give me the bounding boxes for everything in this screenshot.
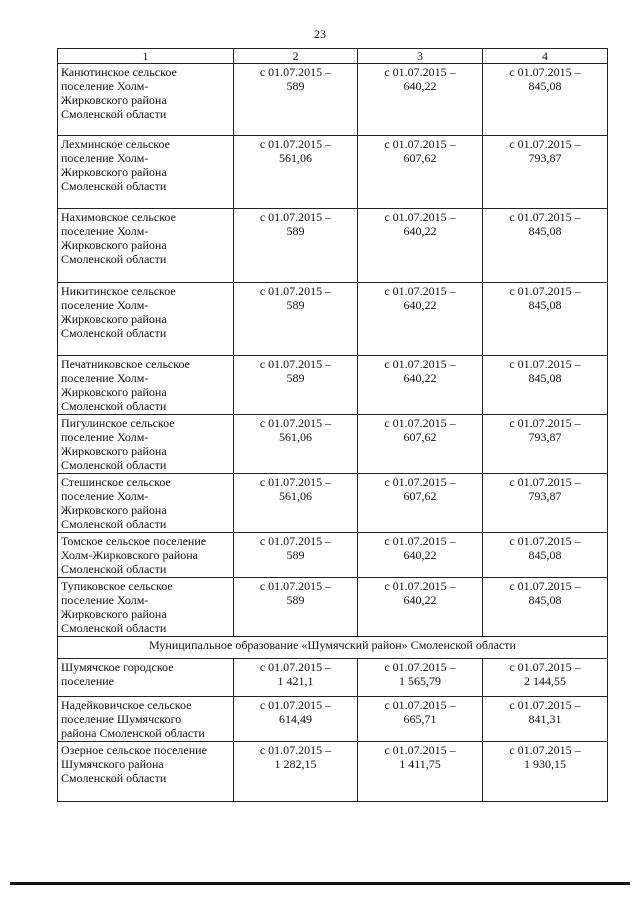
settlement-name-cell-line: Смоленской области bbox=[61, 517, 167, 531]
settlement-name-cell bbox=[58, 578, 234, 637]
settlement-name-cell-line: Жирковского района bbox=[61, 312, 167, 326]
settlement-name-cell-line: Смоленской области bbox=[61, 107, 167, 121]
tariff-cell-col3-line: с 01.07.2015 – bbox=[384, 534, 456, 548]
tariff-cell-col4-line: 1 930,15 bbox=[524, 757, 566, 771]
tariff-cell-col4 bbox=[483, 578, 608, 637]
tariff-cell-col3-line: с 01.07.2015 – bbox=[384, 137, 456, 151]
tariff-cell-col3-line: 607,62 bbox=[403, 430, 437, 444]
tariff-cell-col2-line: с 01.07.2015 – bbox=[259, 660, 332, 674]
settlement-name-cell-line: Жирковского района bbox=[61, 165, 167, 179]
settlement-name-cell-line: Стешинское сельское bbox=[61, 475, 171, 489]
table-row bbox=[58, 283, 608, 356]
tariff-cell-col3 bbox=[358, 64, 483, 136]
tariff-cell-col3 bbox=[358, 283, 483, 356]
tariff-cell-col2 bbox=[234, 697, 358, 742]
section-header-row bbox=[58, 637, 608, 659]
tariff-cell-col4-line: с 01.07.2015 – bbox=[509, 357, 581, 371]
bottom-rule bbox=[10, 882, 630, 885]
settlement-name-cell-line: Жирковского района bbox=[61, 238, 167, 252]
settlement-name-cell bbox=[58, 136, 234, 209]
settlement-name-cell-line: Жирковского района bbox=[61, 93, 167, 107]
tariff-cell-col3 bbox=[358, 578, 483, 637]
tariff-cell-col3-line: с 01.07.2015 – bbox=[384, 475, 456, 489]
tariff-cell-col4-line: 845,08 bbox=[528, 79, 562, 93]
table-row bbox=[58, 578, 608, 637]
settlement-name-cell bbox=[58, 64, 234, 136]
tariff-cell-col4 bbox=[483, 742, 608, 802]
settlement-name-cell-line: поселение Холм- bbox=[61, 151, 149, 165]
tariff-cell-col3-line: 640,22 bbox=[403, 371, 437, 385]
tariff-cell-col4-line: с 01.07.2015 – bbox=[509, 137, 581, 151]
tariff-cell-col3-line: с 01.07.2015 – bbox=[384, 579, 456, 593]
settlement-name-cell-line: Смоленской области bbox=[61, 458, 167, 472]
settlement-name-cell bbox=[58, 659, 234, 697]
table-row bbox=[58, 533, 608, 578]
table-body bbox=[58, 64, 608, 802]
settlement-name-cell-line: Жирковского района bbox=[61, 444, 167, 458]
tariff-cell-col4-line: 793,87 bbox=[528, 151, 562, 165]
settlement-name-cell-line: Нахимовское сельское bbox=[61, 210, 176, 224]
tariff-cell-col2-line: с 01.07.2015 – bbox=[259, 475, 332, 489]
tariff-cell-col2-line: с 01.07.2015 – bbox=[259, 579, 332, 593]
tariff-cell-col4-line: с 01.07.2015 – bbox=[509, 743, 581, 757]
tariff-cell-col3-line: с 01.07.2015 – bbox=[384, 357, 456, 371]
settlement-name-cell-line: Надейковичское сельское bbox=[61, 698, 192, 712]
settlement-name-cell-line: Смоленской области bbox=[61, 399, 167, 413]
settlement-name-cell-line: района Смоленской области bbox=[61, 726, 205, 740]
column-number: 4 bbox=[483, 49, 608, 64]
tariff-cell-col2-line: с 01.07.2015 – bbox=[259, 698, 332, 712]
tariff-cell-col2 bbox=[234, 136, 358, 209]
table-row bbox=[58, 697, 608, 742]
column-number: 1 bbox=[58, 49, 234, 64]
tariff-cell-col3-line: 1 411,75 bbox=[399, 757, 441, 771]
settlement-name-cell bbox=[58, 209, 234, 283]
tariff-cell-col4-line: 841,31 bbox=[528, 712, 562, 726]
settlement-name-cell-line: Озерное сельское поселение bbox=[61, 743, 207, 757]
tariff-cell-col3 bbox=[358, 474, 483, 533]
settlement-name-cell-line: Пигулинское сельское bbox=[61, 416, 175, 430]
tariff-table bbox=[57, 48, 608, 802]
column-number: 2 bbox=[234, 49, 358, 64]
tariff-cell-col4 bbox=[483, 697, 608, 742]
settlement-name-cell-line: Смоленской области bbox=[61, 326, 167, 340]
tariff-cell-col2-line: с 01.07.2015 – bbox=[259, 210, 332, 224]
tariff-cell-col2-line: с 01.07.2015 – bbox=[259, 284, 332, 298]
tariff-cell-col3-line: с 01.07.2015 – bbox=[384, 698, 456, 712]
tariff-cell-col4 bbox=[483, 415, 608, 474]
column-number-row bbox=[58, 49, 608, 64]
tariff-cell-col2-line: с 01.07.2015 – bbox=[259, 743, 332, 757]
settlement-name-cell-line: Смоленской области bbox=[61, 562, 167, 576]
settlement-name-cell bbox=[58, 356, 234, 415]
tariff-cell-col2-line: 561,06 bbox=[279, 430, 312, 444]
tariff-cell-col2-line: с 01.07.2015 – bbox=[259, 137, 332, 151]
settlement-name-cell-line: поселение Холм- bbox=[61, 489, 149, 503]
tariff-cell-col4-line: 845,08 bbox=[528, 548, 562, 562]
tariff-cell-col2 bbox=[234, 64, 358, 136]
tariff-cell-col2 bbox=[234, 533, 358, 578]
settlement-name-cell-line: Никитинское сельское bbox=[61, 284, 176, 298]
settlement-name-cell-line: Шумячское городское bbox=[61, 660, 174, 674]
tariff-cell-col3-line: 640,22 bbox=[403, 593, 437, 607]
table-row bbox=[58, 415, 608, 474]
tariff-cell-col4-line: с 01.07.2015 – bbox=[509, 284, 581, 298]
tariff-cell-col4-line: 793,87 bbox=[528, 489, 562, 503]
tariff-cell-col4 bbox=[483, 64, 608, 136]
tariff-cell-col4-line: 2 144,55 bbox=[524, 674, 566, 688]
settlement-name-cell bbox=[58, 474, 234, 533]
settlement-name-cell-line: Лехминское сельское bbox=[61, 137, 170, 151]
tariff-cell-col2-line: 589 bbox=[286, 79, 305, 93]
settlement-name-cell-line: Смоленской области bbox=[61, 621, 167, 635]
tariff-cell-col4 bbox=[483, 533, 608, 578]
tariff-cell-col2 bbox=[234, 356, 358, 415]
tariff-cell-col3-line: 640,22 bbox=[403, 79, 437, 93]
table-row bbox=[58, 356, 608, 415]
tariff-cell-col3 bbox=[358, 415, 483, 474]
tariff-cell-col2 bbox=[234, 474, 358, 533]
tariff-cell-col3-line: с 01.07.2015 – bbox=[384, 65, 456, 79]
page-number: 23 bbox=[314, 27, 326, 41]
tariff-cell-col4 bbox=[483, 283, 608, 356]
tariff-cell-col3-line: 665,71 bbox=[403, 712, 437, 726]
tariff-cell-col2-line: 1 421,1 bbox=[277, 674, 314, 688]
tariff-cell-col3 bbox=[358, 742, 483, 802]
settlement-name-cell bbox=[58, 415, 234, 474]
settlement-name-cell-line: Смоленской области bbox=[61, 179, 167, 193]
tariff-cell-col2 bbox=[234, 659, 358, 697]
settlement-name-cell-line: Тупиковское сельское bbox=[61, 579, 173, 593]
tariff-cell-col4-line: с 01.07.2015 – bbox=[509, 65, 581, 79]
section-title: Муниципальное образование «Шумячский район» Смоленской области bbox=[58, 637, 608, 659]
tariff-cell-col4 bbox=[483, 474, 608, 533]
column-number: 3 bbox=[358, 49, 483, 64]
tariff-cell-col4-line: с 01.07.2015 – bbox=[509, 475, 581, 489]
tariff-cell-col2 bbox=[234, 209, 358, 283]
settlement-name-cell-line: Жирковского района bbox=[61, 385, 167, 399]
tariff-cell-col3-line: с 01.07.2015 – bbox=[384, 743, 456, 757]
settlement-name-cell-line: поселение bbox=[61, 674, 115, 688]
settlement-name-cell bbox=[58, 533, 234, 578]
tariff-cell-col2-line: 1 282,15 bbox=[274, 757, 317, 771]
tariff-cell-col4-line: 845,08 bbox=[528, 593, 562, 607]
settlement-name-cell-line: поселение Холм- bbox=[61, 593, 149, 607]
settlement-name-cell bbox=[58, 283, 234, 356]
tariff-cell-col2-line: с 01.07.2015 – bbox=[259, 65, 332, 79]
settlement-name-cell-line: Смоленской области bbox=[61, 771, 167, 785]
tariff-cell-col4 bbox=[483, 659, 608, 697]
tariff-cell-col2 bbox=[234, 578, 358, 637]
tariff-cell-col4-line: с 01.07.2015 – bbox=[509, 210, 581, 224]
table-row bbox=[58, 474, 608, 533]
tariff-cell-col2-line: с 01.07.2015 – bbox=[259, 357, 332, 371]
tariff-cell-col2-line: 561,06 bbox=[279, 151, 312, 165]
tariff-cell-col3 bbox=[358, 697, 483, 742]
settlement-name-cell-line: Печатниковское сельское bbox=[61, 357, 190, 371]
tariff-cell-col4 bbox=[483, 356, 608, 415]
settlement-name-cell-line: Томское сельское поселение bbox=[61, 534, 207, 548]
settlement-name-cell bbox=[58, 697, 234, 742]
settlement-name-cell-line: поселение Шумячского bbox=[61, 712, 182, 726]
tariff-cell-col3 bbox=[358, 209, 483, 283]
tariff-cell-col2-line: с 01.07.2015 – bbox=[259, 534, 332, 548]
settlement-name-cell-line: Смоленской области bbox=[61, 252, 167, 266]
tariff-cell-col4-line: с 01.07.2015 – bbox=[509, 660, 581, 674]
tariff-cell-col4 bbox=[483, 136, 608, 209]
tariff-cell-col2 bbox=[234, 283, 358, 356]
tariff-cell-col3-line: 640,22 bbox=[403, 298, 437, 312]
tariff-cell-col3-line: с 01.07.2015 – bbox=[384, 660, 456, 674]
tariff-cell-col2-line: 589 bbox=[286, 548, 305, 562]
settlement-name-cell-line: Жирковского района bbox=[61, 607, 167, 621]
tariff-cell-col4 bbox=[483, 209, 608, 283]
tariff-cell-col4-line: с 01.07.2015 – bbox=[509, 698, 581, 712]
tariff-cell-col4-line: с 01.07.2015 – bbox=[509, 579, 581, 593]
tariff-cell-col2-line: 589 bbox=[286, 224, 305, 238]
tariff-cell-col4-line: с 01.07.2015 – bbox=[509, 534, 581, 548]
tariff-cell-col2-line: 561,06 bbox=[279, 489, 312, 503]
tariff-cell-col2-line: с 01.07.2015 – bbox=[259, 416, 332, 430]
settlement-name-cell-line: Холм-Жирковского района bbox=[61, 548, 198, 562]
tariff-cell-col2-line: 614,49 bbox=[279, 712, 312, 726]
settlement-name-cell-line: Канютинское сельское bbox=[61, 65, 177, 79]
tariff-cell-col2-line: 589 bbox=[286, 298, 305, 312]
settlement-name-cell-line: Шумячского района bbox=[61, 757, 164, 771]
settlement-name-cell-line: поселение Холм- bbox=[61, 298, 149, 312]
tariff-cell-col2-line: 589 bbox=[286, 371, 305, 385]
settlement-name-cell-line: Жирковского района bbox=[61, 503, 167, 517]
tariff-cell-col4-line: 845,08 bbox=[528, 224, 562, 238]
table-row bbox=[58, 742, 608, 802]
tariff-cell-col4-line: с 01.07.2015 – bbox=[509, 416, 581, 430]
tariff-cell-col4-line: 845,08 bbox=[528, 298, 562, 312]
tariff-cell-col3-line: 607,62 bbox=[403, 489, 437, 503]
settlement-name-cell-line: поселение Холм- bbox=[61, 79, 149, 93]
settlement-name-cell-line: поселение Холм- bbox=[61, 430, 149, 444]
settlement-name-cell-line: поселение Холм- bbox=[61, 371, 149, 385]
tariff-cell-col2-line: 589 bbox=[286, 593, 305, 607]
table-row bbox=[58, 136, 608, 209]
table-row bbox=[58, 659, 608, 697]
tariff-cell-col4-line: 793,87 bbox=[528, 430, 562, 444]
tariff-cell-col3 bbox=[358, 533, 483, 578]
tariff-cell-col2 bbox=[234, 415, 358, 474]
tariff-cell-col3 bbox=[358, 136, 483, 209]
tariff-cell-col2 bbox=[234, 742, 358, 802]
tariff-cell-col3-line: 1 565,79 bbox=[399, 674, 441, 688]
tariff-cell-col3-line: 607,62 bbox=[403, 151, 437, 165]
tariff-cell-col3-line: 640,22 bbox=[403, 548, 437, 562]
tariff-cell-col3-line: с 01.07.2015 – bbox=[384, 284, 456, 298]
tariff-cell-col4-line: 845,08 bbox=[528, 371, 562, 385]
tariff-cell-col3 bbox=[358, 659, 483, 697]
tariff-cell-col3-line: с 01.07.2015 – bbox=[384, 210, 456, 224]
tariff-cell-col3-line: 640,22 bbox=[403, 224, 437, 238]
table-row bbox=[58, 209, 608, 283]
settlement-name-cell-line: поселение Холм- bbox=[61, 224, 149, 238]
tariff-cell-col3 bbox=[358, 356, 483, 415]
table-row bbox=[58, 64, 608, 136]
settlement-name-cell bbox=[58, 742, 234, 802]
tariff-cell-col3-line: с 01.07.2015 – bbox=[384, 416, 456, 430]
